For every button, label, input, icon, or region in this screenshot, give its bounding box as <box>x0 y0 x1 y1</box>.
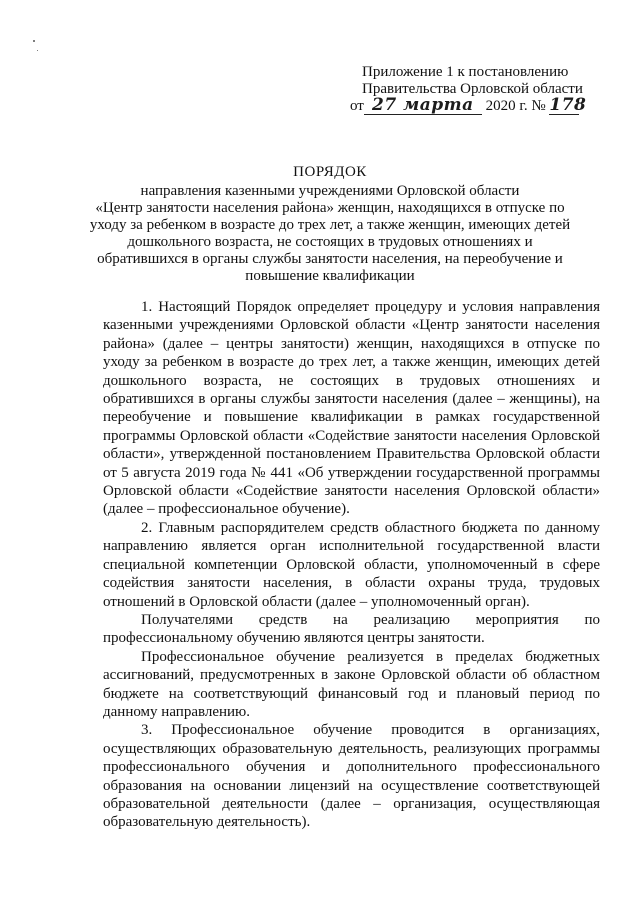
title-subline: обратившихся в органы службы занятости населения, на переобучение и <box>97 251 563 267</box>
handwritten-date: 27 марта <box>372 95 474 115</box>
paragraph-1: 1. Настоящий Порядок определяет процедуру и условия направления казенными учреждениями Орловской области «Центр занятости населения района» (далее – центры занятости) женщин, находящихся в отпуске по уходу за ребенком в возрасте до трех лет, а также женщин, имеющих детей дошкольного возраста, не состоящих в трудовых отношениях и обратившихся в органы службы занятости населения (далее – женщины), на переобучение и повышение квалификации в рамках государственной программы Орловской области «Содействие занятости населения Орловской области», утвержденной постановлением Правительства Орловской области от 5 августа 2019 года № 441 «Об утверждении государственной программы Орловской области «Содействие занятости населения Орловской области» (далее – профессиональное обучение). <box>103 299 600 518</box>
paragraph-2: 2. Главным распорядителем средств областного бюджета по данному направлению является орган исполнительной государственной власти специальной компетенции Орловской области, уполномоченный в сфере содействия занятости населения, в области охраны труда, трудовых отношений в Орловской области (далее – уполномоченный орган). <box>103 519 600 610</box>
title-subline: уходу за ребенком в возрасте до трех лет, а также женщин, имеющих детей <box>89 217 571 233</box>
title-subline: направления казенными учреждениями Орловской области <box>140 183 520 199</box>
annex-date-prefix: от <box>350 98 364 114</box>
annex-date-field <box>364 95 482 115</box>
paragraph-budget: Профессиональное обучение реализуется в пределах бюджетных ассигнований, предусмотренных в законе Орловской области об областном бюджете на соответствующий финансовый год и плановый период по данному направлению. <box>103 648 600 720</box>
scan-speck <box>33 40 35 42</box>
title-subline: дошкольного возраста, не состоящих в трудовых отношениях и <box>127 234 533 250</box>
document-body <box>103 298 600 832</box>
annex-header <box>348 64 618 120</box>
annex-date-line <box>348 95 618 120</box>
handwritten-number: 178 <box>549 95 587 115</box>
annex-year-number: 2020 г. № <box>485 98 546 114</box>
annex-line-2: Правительства Орловской области <box>362 81 583 97</box>
annex-number-field <box>549 95 587 115</box>
annex-line-1: Приложение 1 к постановлению <box>362 64 569 80</box>
paragraph-recipients: Получателями средств на реализацию мероприятия по профессиональному обучению являются центры занятости. <box>103 611 600 647</box>
title-subline: «Центр занятости населения района» женщин, находящихся в отпуске по <box>95 200 565 216</box>
document-title: ПОРЯДОК <box>293 164 367 180</box>
scan-speck <box>37 50 38 51</box>
paragraph-3: 3. Профессиональное обучение проводится в организациях, осуществляющих образовательную деятельность, реализующих программы профессионального обучения и дополнительного профессионального образования на основании лицензий на осуществление соответствующей образовательной деятельности (далее – организация, осуществляющая образовательную деятельность). <box>103 722 600 831</box>
title-subline: повышение квалификации <box>245 268 415 284</box>
document-title-block <box>40 164 620 285</box>
